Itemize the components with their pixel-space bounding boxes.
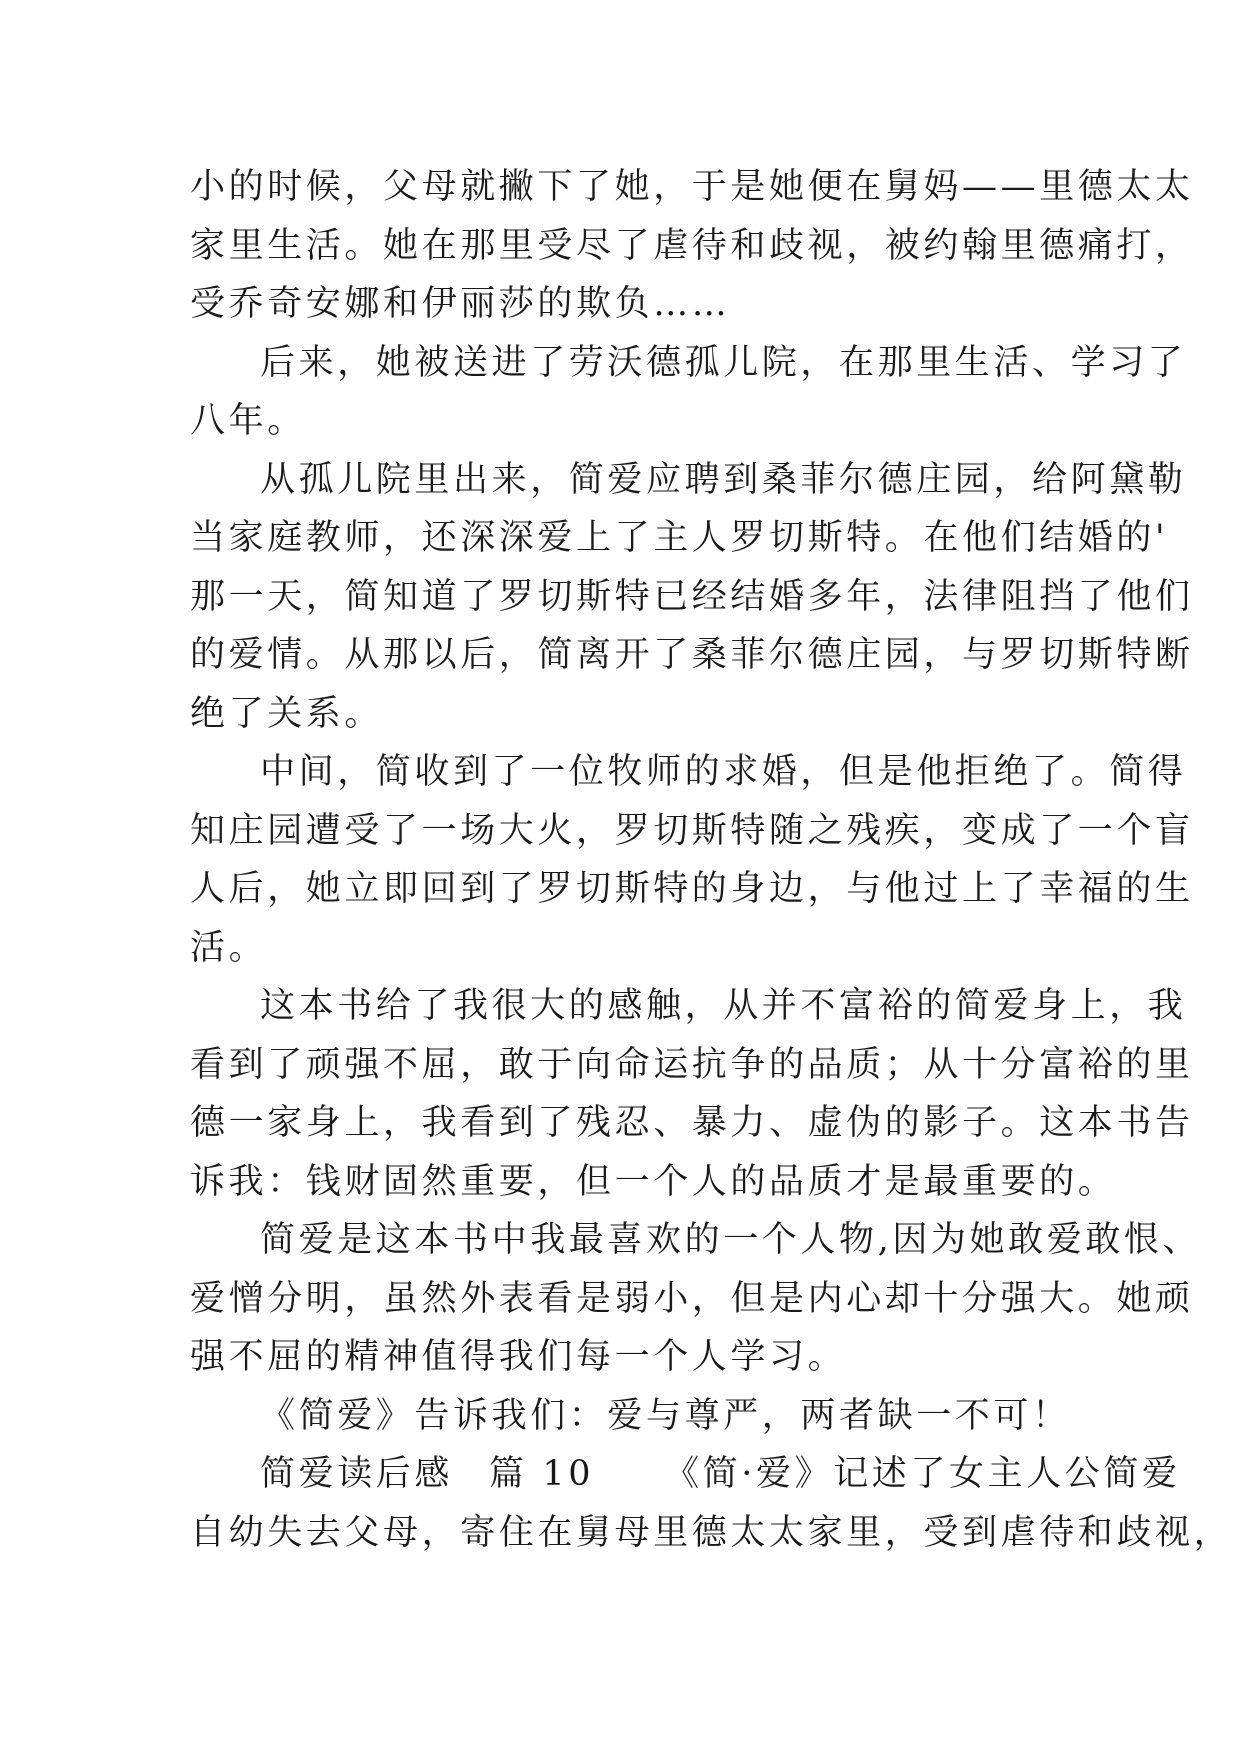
text-line: 当家庭教师，还深深爱上了主人罗切斯特。在他们结婚的' [190, 518, 1169, 558]
paragraph-first-line: 这本书给了我很大的感触，从并不富裕的简爱身上，我 [260, 986, 1187, 1026]
text-line: 家里生活。她在那里受尽了虐待和歧视，被约翰里德痛打， [190, 225, 1194, 266]
text-line: 那一天，简知道了罗切斯特已经结婚多年，法律阻挡了他们 [190, 576, 1194, 617]
section-title: 简爱读后感 [260, 1454, 454, 1494]
paragraph-first-line: 中间，简收到了一位牧师的求婚，但是他拒绝了。简得 [260, 752, 1187, 792]
paragraph-first-line: 从孤儿院里出来，简爱应聘到桑菲尔德庄园，给阿黛勒 [260, 459, 1187, 500]
text-line: 自幼失去父母，寄住在舅母里德太太家里，受到虐待和歧视， [190, 1512, 1233, 1553]
paragraph-first-line: 后来，她被送进了劳沃德孤儿院，在那里生活、学习了 [260, 342, 1187, 383]
text-line: 的爱情。从那以后，简离开了桑菲尔德庄园，与罗切斯特断 [190, 635, 1194, 675]
text-line: 知庄园遭受了一场大火，罗切斯特随之残疾，变成了一个盲 [190, 810, 1194, 851]
text-line: 受乔奇安娜和伊丽莎的欺负…… [190, 284, 731, 324]
text-line: 看到了顽强不屈，敢于向命运抗争的品质；从十分富裕的里 [190, 1044, 1194, 1085]
text-line: 绝了关系。 [190, 693, 384, 734]
text-line: 爱憎分明，虽然外表看是弱小，但是内心却十分强大。她顽 [190, 1278, 1194, 1319]
section-number: 篇 10 [489, 1454, 595, 1494]
text-line: 小的时候，父母就撇下了她，于是她便在舅妈——里德太太 [190, 167, 1194, 207]
text-line: 人后，她立即回到了罗切斯特的身边，与他过上了幸福的生 [190, 869, 1194, 909]
document-body [190, 158, 1233, 1562]
text-line: 德一家身上，我看到了残忍、暴力、虚伪的影子。这本书告 [190, 1103, 1194, 1143]
text-line: 强不屈的精神值得我们每一个人学习。 [190, 1337, 847, 1377]
text-line: 八年。 [190, 401, 306, 441]
paragraph-first-line: 《简爱》告诉我们：爱与尊严，两者缺一不可！ [260, 1395, 1071, 1436]
text-line: 诉我：钱财固然重要，但一个人的品质才是最重要的。 [190, 1161, 1117, 1202]
section-heading-line [190, 1445, 1181, 1504]
section-opening-text: 《简·爱》记述了女主人公简爱 [664, 1454, 1181, 1494]
text-line: 活。 [190, 927, 268, 968]
paragraph-first-line: 简爱是这本书中我最喜欢的一个人物,因为她敢爱敢恨、 [260, 1220, 1202, 1260]
